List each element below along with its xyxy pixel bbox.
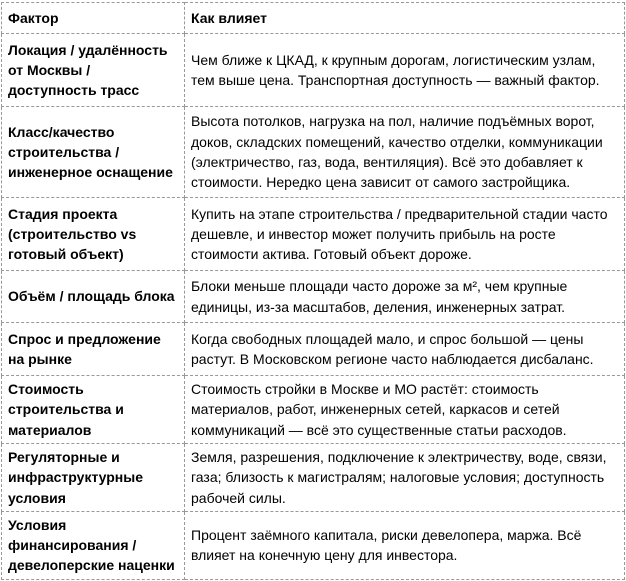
table-row	[2, 198, 625, 271]
effect-cell: Высота потолков, нагрузка на пол, наличие подъёмных ворот, доков, складских помещений, качество отделки, коммуникации (электричество, газ, вода, вентиляция). Всё это добавляет к стоимости. Нередко цена зависит от самого застройщика.	[185, 107, 625, 198]
factor-cell: Условия финансирования / девелоперские наценки	[2, 511, 185, 579]
table-row	[2, 107, 625, 198]
factor-cell: Спрос и предложение на рынке	[2, 323, 185, 376]
table-row	[2, 34, 625, 107]
effect-cell: Стоимость стройки в Москве и МО растёт: стоимость материалов, работ, инженерных сетей, каркасов и сетей коммуникаций — всё это существенные статьи расходов.	[185, 376, 625, 444]
effect-cell: Процент заёмного капитала, риски девелопера, маржа. Всё влияет на конечную цену для инвестора.	[185, 511, 625, 579]
factor-cell: Локация / удалённость от Москвы / доступность трасс	[2, 34, 185, 107]
header-factor: Фактор	[2, 3, 185, 34]
factor-cell: Стоимость строительства и материалов	[2, 376, 185, 444]
effect-cell: Блоки меньше площади часто дороже за м², чем крупные единицы, из-за масштабов, деления, инженерных затрат.	[185, 271, 625, 323]
header-effect: Как влияет	[185, 3, 625, 34]
table-row	[2, 271, 625, 323]
factor-cell: Регуляторные и инфраструктурные условия	[2, 443, 185, 511]
table-row	[2, 511, 625, 579]
factor-cell: Стадия проекта (строительство vs готовый объект)	[2, 198, 185, 271]
table-row	[2, 443, 625, 511]
effect-cell: Купить на этапе строительства / предварительной стадии часто дешевле, и инвестор может получить прибыль на росте стоимости актива. Готовый объект дороже.	[185, 198, 625, 271]
factor-cell: Объём / площадь блока	[2, 271, 185, 323]
table-header-row	[2, 3, 625, 34]
factor-cell: Класс/качество строительства / инженерное оснащение	[2, 107, 185, 198]
effect-cell: Когда свободных площадей мало, и спрос большой — цены растут. В Московском регионе часто наблюдается дисбаланс.	[185, 323, 625, 376]
effect-cell: Земля, разрешения, подключение к электричеству, воде, связи, газа; близость к магистралям; налоговые условия; доступность рабочей силы.	[185, 443, 625, 511]
factors-table	[1, 2, 625, 580]
effect-cell: Чем ближе к ЦКАД, к крупным дорогам, логистическим узлам, тем выше цена. Транспортная доступность — важный фактор.	[185, 34, 625, 107]
table-row	[2, 323, 625, 376]
table-row	[2, 376, 625, 444]
